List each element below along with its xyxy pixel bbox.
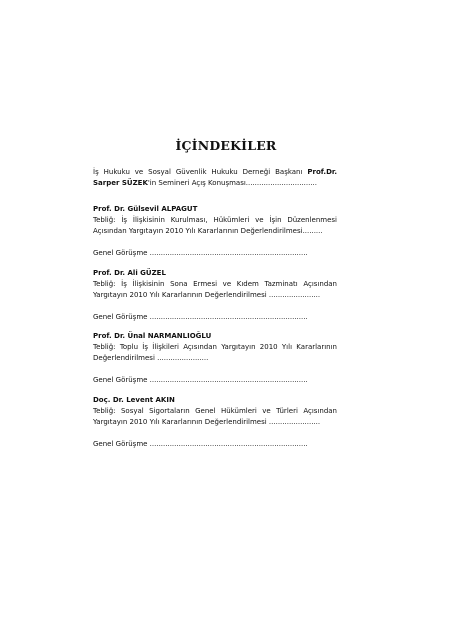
section-gorusme-entry[interactable]: Genel Görüşme .......................................................................	[93, 376, 308, 384]
toc-section-4	[93, 395, 337, 450]
section-teblig-entry[interactable]: Tebliğ: İş İlişkisinin Sona Ermesi ve Kıdem Tazminatı Açısından Yargıtayın 2010 Yılı Kararlarının Değerlendirilmesi .......................	[93, 280, 337, 299]
section-author: Prof. Dr. Gülsevil ALPAGUT	[93, 205, 198, 213]
toc-section-3	[93, 331, 337, 386]
toc-intro	[93, 167, 337, 189]
section-gorusme-entry[interactable]: Genel Görüşme .......................................................................	[93, 440, 308, 448]
section-teblig-entry[interactable]: Tebliğ: Sosyal Sigortaların Genel Hükümleri ve Türleri Açısından Yargıtayın 2010 Yılı Kararlarının Değerlendirilmesi .......................	[93, 407, 337, 426]
section-gorusme-entry[interactable]: Genel Görüşme .......................................................................	[93, 313, 308, 321]
page-title: İÇİNDEKİLER	[175, 138, 277, 153]
toc-section-2	[93, 268, 337, 323]
intro-text: İş Hukuku ve Sosyal Güvenlik Hukuku Derneği Başkanı	[93, 168, 308, 176]
toc-section-1	[93, 204, 337, 259]
section-author: Prof. Dr. Ünal NARMANLIOĞLU	[93, 332, 212, 340]
intro-entry[interactable]	[93, 167, 337, 189]
section-teblig-entry[interactable]: Tebliğ: İş İlişkisinin Kurulması, Hükümleri ve İşin Düzenlenmesi Açısından Yargıtayın 2010 Yılı Kararlarının Değerlendirilmesi.........	[93, 216, 337, 235]
section-gorusme-entry[interactable]: Genel Görüşme .......................................................................	[93, 249, 308, 257]
section-teblig-entry[interactable]: Tebliğ: Toplu İş İlişkileri Açısından Yargıtayın 2010 Yılı Kararlarının Değerlendirilmesi .......................	[93, 343, 337, 362]
section-author: Prof. Dr. Ali GÜZEL	[93, 269, 166, 277]
intro-text-after: 'in Semineri Açış Konuşması................................	[147, 179, 317, 187]
section-author: Doç. Dr. Levent AKIN	[93, 396, 175, 404]
intro-speaker: Prof.Dr. Sarper SÜZEK	[93, 168, 337, 187]
